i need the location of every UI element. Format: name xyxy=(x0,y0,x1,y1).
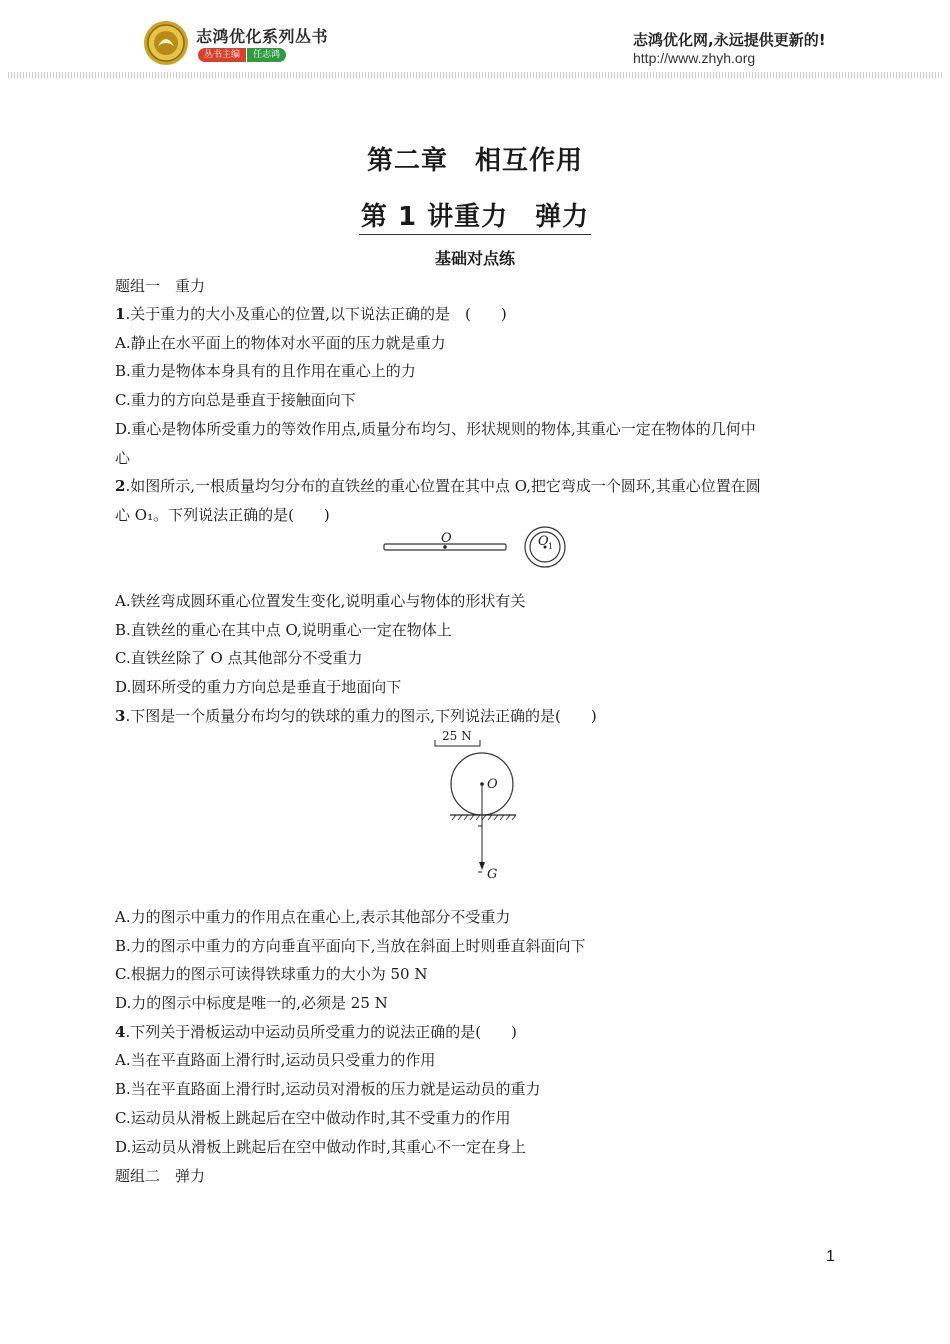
question-text: .下列关于滑板运动中运动员所受重力的说法正确的是( ) xyxy=(125,1023,517,1041)
ball-gravity-figure xyxy=(430,726,530,886)
question-2-option-d: D.圆环所受的重力方向总是垂直于地面向下 xyxy=(115,678,402,696)
question-4-stem xyxy=(115,1022,517,1042)
wire-label-o: O xyxy=(441,531,452,546)
question-2-option-c: C.直铁丝除了 O 点其他部分不受重力 xyxy=(115,649,363,667)
editor-name: 任志鸿 xyxy=(247,48,286,62)
question-number: 2 xyxy=(115,477,126,495)
question-1-option-c: C.重力的方向总是垂直于接触面向下 xyxy=(115,391,356,409)
ring-label-o1: O xyxy=(538,534,549,549)
question-2-stem-cont: 心 O₁。下列说法正确的是( ) xyxy=(115,506,330,524)
header-slogan: 志鸿优化网,永远提供更新的! xyxy=(633,31,826,49)
ring-label-subscript: 1 xyxy=(548,542,554,551)
group-heading-1: 题组一 重力 xyxy=(115,277,206,295)
question-text: .下图是一个质量分布均匀的铁球的重力的图示,下列说法正确的是( ) xyxy=(125,707,597,725)
publisher-logo-icon xyxy=(143,20,189,66)
lesson-title: 第 1 讲重力 弹力 xyxy=(359,196,591,235)
practice-title: 基础对点练 xyxy=(434,249,515,268)
lesson-title-wrap xyxy=(0,196,950,235)
question-4-option-c: C.运动员从滑板上跳起后在空中做动作时,其不受重力的作用 xyxy=(115,1109,511,1127)
question-1-stem xyxy=(115,304,507,324)
question-4-option-d: D.运动员从滑板上跳起后在空中做动作时,其重心不一定在身上 xyxy=(115,1138,527,1156)
question-number: 1 xyxy=(115,305,126,323)
question-4-option-a: A.当在平直路面上滑行时,运动员只受重力的作用 xyxy=(115,1051,436,1069)
question-3-option-a: A.力的图示中重力的作用点在重心上,表示其他部分不受重力 xyxy=(115,908,511,926)
question-number: 3 xyxy=(115,707,126,725)
question-3-option-d: D.力的图示中标度是唯一的,必须是 25 N xyxy=(115,994,388,1012)
question-3-stem xyxy=(115,706,597,726)
question-2-stem xyxy=(115,476,761,496)
ball-label-o: O xyxy=(487,777,498,792)
question-text: .如图所示,一根质量均匀分布的直铁丝的重心位置在其中点 O,把它弯成一个圆环,其重心位置在圆 xyxy=(125,477,761,495)
chapter-title: 第二章 相互作用 xyxy=(366,146,583,176)
question-3-option-c: C.根据力的图示可读得铁球重力的大小为 50 N xyxy=(115,965,428,983)
question-number: 4 xyxy=(115,1023,126,1041)
scale-label: 25 N xyxy=(442,729,472,743)
editor-label: 丛书主编 xyxy=(198,48,246,62)
gravity-label-g: G xyxy=(487,867,498,882)
question-1-option-d-cont: 心 xyxy=(115,449,131,467)
wire-and-ring-figure xyxy=(380,526,580,574)
question-text: .关于重力的大小及重心的位置,以下说法正确的是 ( ) xyxy=(125,305,507,323)
group-heading-2: 题组二 弹力 xyxy=(115,1167,206,1185)
question-1-option-b: B.重力是物体本身具有的且作用在重心上的力 xyxy=(115,362,416,380)
gravity-arrow-head xyxy=(479,862,485,870)
header-divider xyxy=(8,72,942,78)
question-2-option-a: A.铁丝弯成圆环重心位置发生变化,说明重心与物体的形状有关 xyxy=(115,592,526,610)
question-4-option-b: B.当在平直路面上滑行时,运动员对滑板的压力就是运动员的重力 xyxy=(115,1080,541,1098)
question-1-option-a: A.静止在水平面上的物体对水平面的压力就是重力 xyxy=(115,334,446,352)
header-url[interactable]: http://www.zhyh.org xyxy=(633,50,756,66)
question-1-option-d: D.重心是物体所受重力的等效作用点,质量分布均匀、形状规则的物体,其重心一定在物体的几何中 xyxy=(115,420,756,438)
series-title: 志鸿优化系列丛书 xyxy=(196,27,329,46)
ground-hatch xyxy=(452,815,516,820)
question-3-option-b: B.力的图示中重力的方向垂直平面向下,当放在斜面上时则垂直斜面向下 xyxy=(115,937,586,955)
page-number: 1 xyxy=(826,1248,835,1265)
page-header xyxy=(0,0,950,80)
question-2-option-b: B.直铁丝的重心在其中点 O,说明重心一定在物体上 xyxy=(115,621,452,639)
